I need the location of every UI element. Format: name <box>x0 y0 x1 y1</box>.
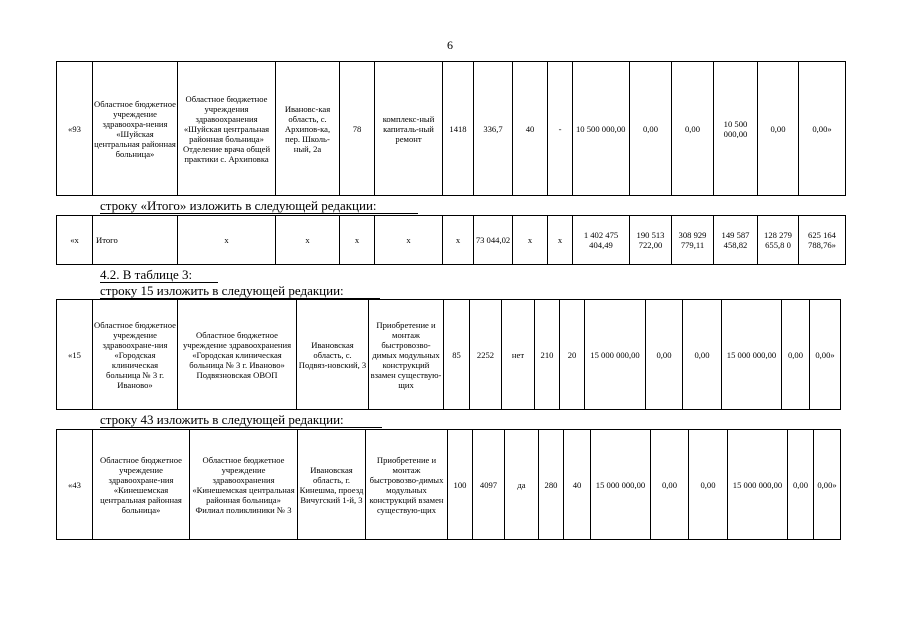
table-row <box>57 300 841 410</box>
cell-amount: 15 000 000,00 <box>728 430 788 540</box>
cell-value: 73 044,02 <box>474 216 513 265</box>
cell-value: 100 <box>448 430 473 540</box>
cell-value: 40 <box>564 430 591 540</box>
cell-amount: 0,00 <box>683 300 722 410</box>
cell-amount: 0,00» <box>810 300 841 410</box>
cell-amount: 0,00 <box>788 430 814 540</box>
instruction-row43: строку 43 изложить в следующей редакции: <box>100 413 382 428</box>
cell-number: «15 <box>57 300 93 410</box>
cell-amount: 10 500 000,00 <box>714 62 758 196</box>
cell-amount: 0,00» <box>814 430 841 540</box>
table-row-93 <box>56 61 846 196</box>
table-row-itogo <box>56 215 846 265</box>
cell-value: х <box>178 216 276 265</box>
cell-institution: Областное бюджетное учреждение здравоохране-ния «Городская клиническая больница № 3 г. Иваново» <box>93 300 178 410</box>
cell-value: х <box>276 216 340 265</box>
cell-amount: 0,00 <box>672 62 714 196</box>
instruction-itogo: строку «Итого» изложить в следующей редакции: <box>100 199 418 214</box>
cell-amount: 0,00 <box>646 300 683 410</box>
cell-amount: 190 513 722,00 <box>630 216 672 265</box>
cell-work-type: комплекс-ный капиталь-ный ремонт <box>375 62 443 196</box>
cell-value: 280 <box>539 430 564 540</box>
cell-work-type: Приобретение и монтаж быстровозво-димых модульных конструкций взамен существую-щих <box>369 300 444 410</box>
cell-amount: 15 000 000,00 <box>585 300 646 410</box>
table-row <box>57 430 841 540</box>
cell-subdivision: Областное бюджетное учреждение здравоохранения «Кинешемская центральная районная больница» Филиал поликлиники № 3 <box>190 430 298 540</box>
cell-address: Ивановс-кая область, с. Архипов-ка, пер. Школь-ный, 2а <box>276 62 340 196</box>
cell-amount: 0,00» <box>799 62 846 196</box>
cell-value: да <box>505 430 539 540</box>
cell-value: 336,7 <box>474 62 513 196</box>
cell-address: Ивановская область, с. Подвяз-новский, 3 <box>297 300 369 410</box>
cell-subdivision: Областное бюджетное учреждение здравоохранения «Городская клиническая больница № 3 г. Иваново» Подвязновская ОВОП <box>178 300 297 410</box>
table-row-15 <box>56 299 841 410</box>
cell-value: 1418 <box>443 62 474 196</box>
table-row <box>57 62 846 196</box>
cell-value: нет <box>502 300 535 410</box>
cell-value: 2252 <box>470 300 502 410</box>
page-number: 6 <box>447 38 453 52</box>
cell-value: 210 <box>535 300 560 410</box>
cell-amount: 10 500 000,00 <box>573 62 630 196</box>
cell-value: 4097 <box>473 430 505 540</box>
cell-label: Итого <box>93 216 178 265</box>
cell-value: 40 <box>513 62 548 196</box>
cell-amount: 308 929 779,11 <box>672 216 714 265</box>
cell-institution: Областное бюджетное учреждение здравоохра-нения «Шуйская центральная районная больница» <box>93 62 178 196</box>
cell-amount: 0,00 <box>651 430 689 540</box>
cell-value: х <box>443 216 474 265</box>
cell-value: 85 <box>444 300 470 410</box>
instruction-row15: строку 15 изложить в следующей редакции: <box>100 284 380 299</box>
cell-value: х <box>548 216 573 265</box>
cell-work-type: Приобретение и монтаж быстровозво-димых модульных конструкций взамен существую-щих <box>366 430 448 540</box>
cell-value: х <box>375 216 443 265</box>
cell-value: - <box>548 62 573 196</box>
cell-amount: 149 587 458,82 <box>714 216 758 265</box>
cell-number: «93 <box>57 62 93 196</box>
cell-subdivision: Областное бюджетное учреждения здравоохранения «Шуйская центральная районная больница» Отделение врача общей практики с. Архиповка <box>178 62 276 196</box>
cell-amount: 0,00 <box>689 430 728 540</box>
section-heading: 4.2. В таблице 3: <box>100 268 218 283</box>
cell-amount: 625 164 788,76» <box>799 216 846 265</box>
cell-value: х <box>513 216 548 265</box>
cell-value: х <box>340 216 375 265</box>
cell-amount: 0,00 <box>758 62 799 196</box>
cell-amount: 0,00 <box>630 62 672 196</box>
cell-amount: 15 000 000,00 <box>722 300 782 410</box>
cell-amount: 0,00 <box>782 300 810 410</box>
table-row-43 <box>56 429 841 540</box>
cell-amount: 15 000 000,00 <box>591 430 651 540</box>
cell-value: 78 <box>340 62 375 196</box>
table-row <box>57 216 846 265</box>
cell-amount: 1 402 475 404,49 <box>573 216 630 265</box>
cell-institution: Областное бюджетное учреждение здравоохране-ния «Кинешемская центральная районная больница» <box>93 430 190 540</box>
cell-number: «х <box>57 216 93 265</box>
cell-value: 20 <box>560 300 585 410</box>
cell-address: Ивановская область, г. Кинешма, проезд Вичугский 1-й, 3 <box>298 430 366 540</box>
cell-amount: 128 279 655,8 0 <box>758 216 799 265</box>
cell-number: «43 <box>57 430 93 540</box>
